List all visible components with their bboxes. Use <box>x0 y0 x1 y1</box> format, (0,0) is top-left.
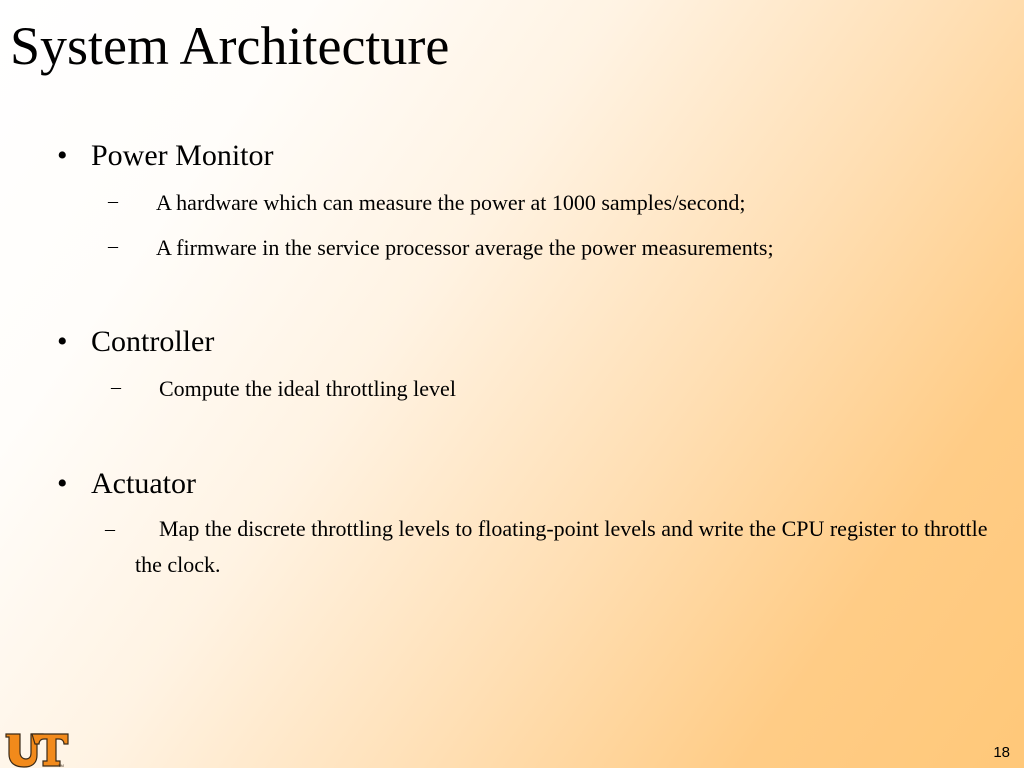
sub-dash: – <box>111 376 121 398</box>
sub-dash: – <box>105 518 115 540</box>
ut-logo <box>2 726 70 768</box>
logo-trademark: TM <box>58 763 64 768</box>
bullet-dot: • <box>57 467 68 500</box>
sub-dash: – <box>108 235 118 257</box>
sub-point-text: Map the discrete throttling levels to floating-point levels and write the CPU register to throttle the clock. <box>135 516 988 577</box>
bullet-heading: Actuator <box>91 467 196 500</box>
bullet-power-monitor <box>57 138 274 174</box>
bullet-actuator <box>57 466 196 502</box>
bullet-dot: • <box>57 325 68 358</box>
sub-point-hardware <box>108 186 746 220</box>
sub-point-text: A hardware which can measure the power at 1000 samples/second; <box>156 190 746 215</box>
bullet-controller <box>57 324 214 360</box>
sub-point-firmware <box>108 231 774 265</box>
bullet-heading: Power Monitor <box>91 139 274 172</box>
sub-point-text: A firmware in the service processor average the power measurements; <box>156 235 774 260</box>
bullet-dot: • <box>57 139 68 172</box>
sub-point-compute <box>111 372 456 406</box>
sub-point-text: Compute the ideal throttling level <box>159 376 456 401</box>
page-number: 18 <box>993 744 1010 761</box>
slide-title: System Architecture <box>10 16 450 76</box>
bullet-heading: Controller <box>91 325 215 358</box>
sub-dash: – <box>108 190 118 212</box>
sub-point-map <box>105 511 988 582</box>
